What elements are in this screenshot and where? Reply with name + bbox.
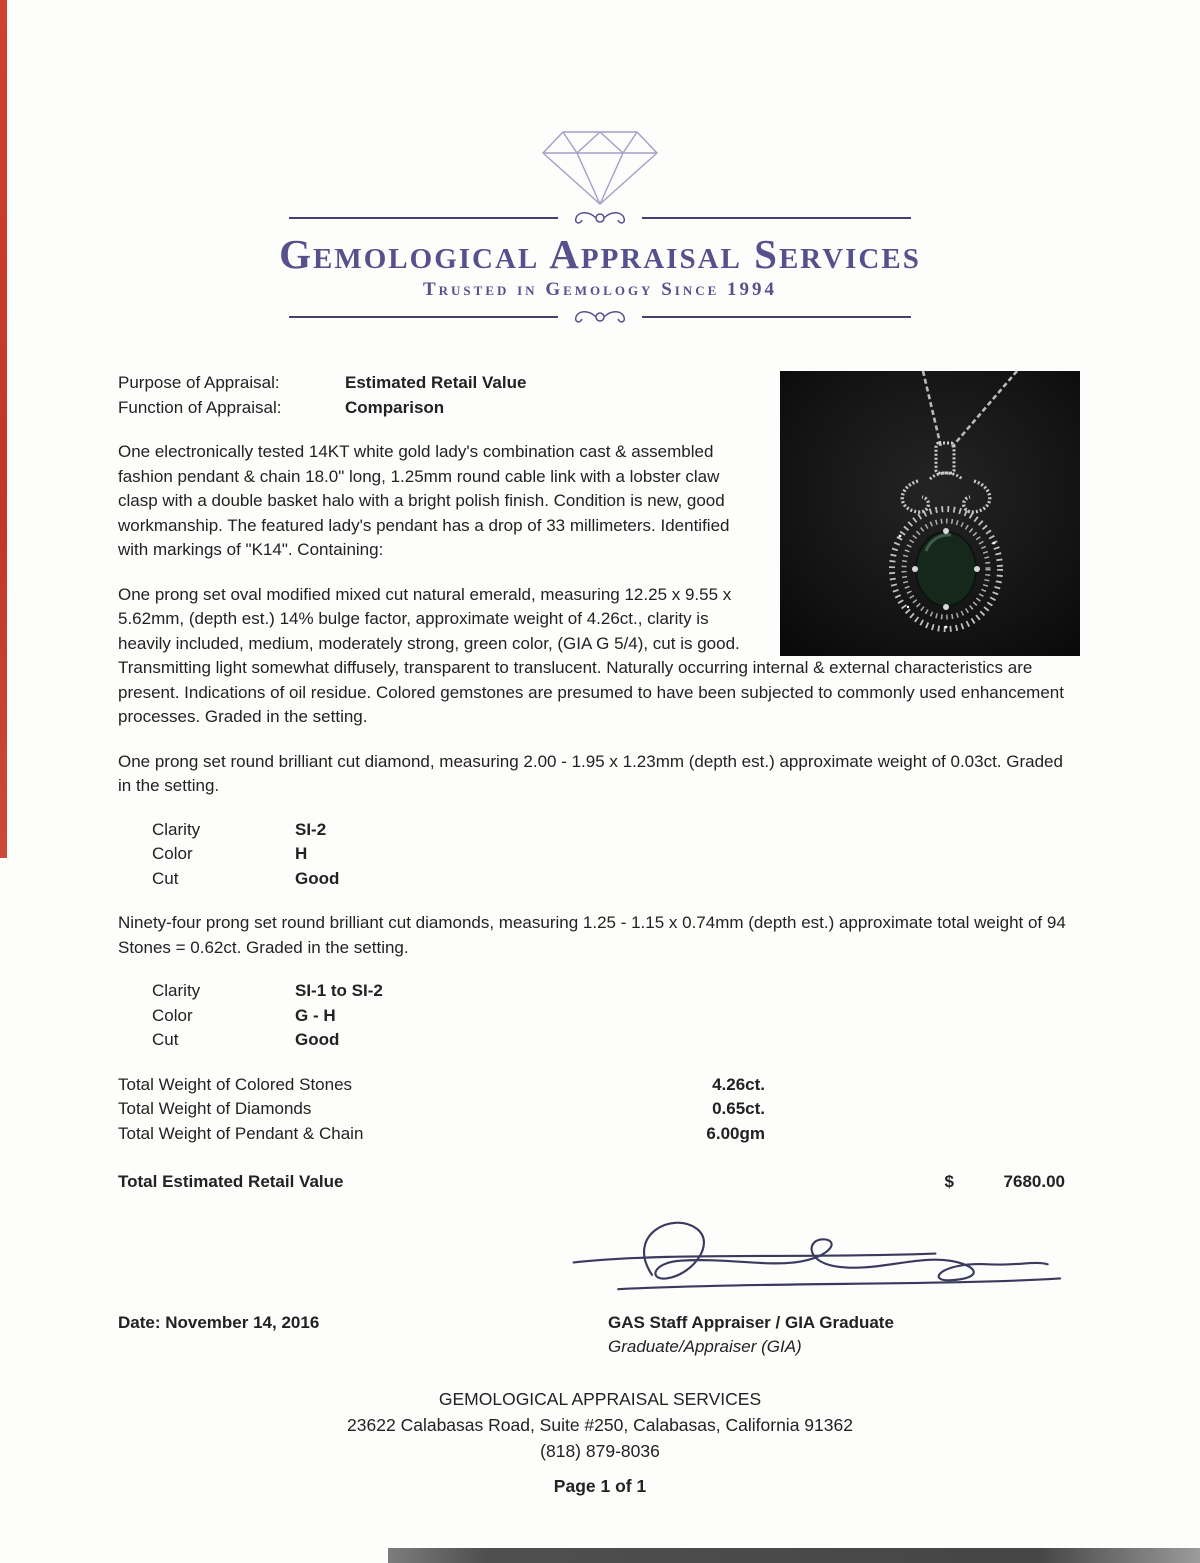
diamonds-grade-table bbox=[152, 979, 1080, 1053]
scroll-ornament-icon bbox=[568, 307, 632, 327]
appraisal-date: Date: November 14, 2016 bbox=[118, 1312, 320, 1332]
item-description: One electronically tested 14KT white gold lady's combination cast & assembled fashion pendant & chain 18.0" long, 1.25mm round cable link with a lobster claw clasp with a double basket halo with a bright polish finish. Condition is new, good workmanship. The featured lady's pendant has a drop of 33 millimeters. Identified with markings of "K14". Containing: bbox=[118, 442, 730, 560]
certificate-body bbox=[0, 327, 1200, 1360]
signature-caption-row bbox=[118, 1311, 1080, 1360]
grade-row bbox=[152, 979, 1080, 1004]
grade-row bbox=[152, 842, 1080, 867]
pendant-photo bbox=[780, 371, 1080, 656]
function-value: Comparison bbox=[345, 397, 445, 417]
grade-label: Cut bbox=[152, 868, 179, 888]
signature-scribble bbox=[536, 1209, 1096, 1307]
scan-artifact-left-strip bbox=[0, 0, 7, 858]
purpose-value: Estimated Retail Value bbox=[345, 373, 527, 393]
pendant-photo-image bbox=[780, 371, 1080, 656]
footer-phone: (818) 879-8036 bbox=[540, 1440, 660, 1461]
scroll-ornament-icon bbox=[568, 208, 632, 228]
grade-row bbox=[152, 1028, 1080, 1053]
diamonds-description: Ninety-four prong set round brilliant cut diamonds, measuring 1.25 - 1.15 x 0.74mm (depth est.) approximate total weight of 94 Stones = 0.62ct. Graded in the setting. bbox=[118, 913, 1066, 957]
footer-address: 23622 Calabasas Road, Suite #250, Calabasas, California 91362 bbox=[347, 1414, 853, 1435]
grand-total-amount: 7680.00 bbox=[1003, 1172, 1065, 1192]
function-label: Function of Appraisal: bbox=[118, 397, 282, 417]
divider-bottom bbox=[289, 307, 911, 327]
appraiser-title: GAS Staff Appraiser / GIA Graduate bbox=[608, 1312, 894, 1332]
company-tagline: Trusted in Gemology Since 1994 bbox=[422, 279, 778, 301]
grade-value: H bbox=[295, 844, 308, 864]
total-label: Total Weight of Pendant & Chain bbox=[118, 1123, 364, 1143]
grade-label: Cut bbox=[152, 1030, 179, 1050]
footer-company: GEMOLOGICAL APPRAISAL SERVICES bbox=[438, 1388, 762, 1409]
appraiser-signature bbox=[536, 1209, 1080, 1307]
grade-value: Good bbox=[295, 1030, 340, 1050]
diamond-logo-icon bbox=[515, 116, 685, 208]
grade-label: Clarity bbox=[152, 981, 201, 1001]
function-row bbox=[118, 396, 754, 421]
company-title: Gemological Appraisal Services bbox=[279, 231, 921, 277]
divider-line bbox=[289, 217, 558, 219]
grade-row bbox=[152, 818, 1080, 843]
total-row bbox=[118, 1073, 1080, 1098]
grade-row bbox=[152, 1004, 1080, 1029]
grade-value: SI-2 bbox=[295, 819, 327, 839]
total-row bbox=[118, 1097, 1080, 1122]
grand-total-label: Total Estimated Retail Value bbox=[118, 1172, 344, 1192]
grade-value: SI-1 to SI-2 bbox=[295, 981, 383, 1001]
weight-totals bbox=[118, 1073, 1080, 1147]
diamond-grade-table bbox=[152, 818, 1080, 892]
total-value: 0.65ct. bbox=[712, 1099, 765, 1119]
diamond-description: One prong set round brilliant cut diamond, measuring 2.00 - 1.95 x 1.23mm (depth est.) approximate weight of 0.03ct. Graded in the setting. bbox=[118, 751, 1063, 796]
emerald-description: One prong set oval modified mixed cut natural emerald, measuring 12.25 x 9.55 x 5.62mm, (depth est.) 14% bulge factor, approximate weight of 4.26ct., clarity is heavily included, medium, moderately strong, green color, (GIA G 5/4), cut is good. Transmitting light somewhat diffusely, transparent to translucent. Naturally occurring internal & external characteristics are present. Indications of oil residue. Colored gemstones are presumed to have been subjected to commonly used enhancement processes. Graded in the setting. bbox=[118, 584, 1064, 727]
appraiser-subtitle: Graduate/Appraiser (GIA) bbox=[608, 1337, 802, 1357]
divider-line bbox=[642, 316, 911, 318]
purpose-row bbox=[118, 371, 754, 396]
grade-value: Good bbox=[295, 868, 340, 888]
divider-line bbox=[642, 217, 911, 219]
total-value: 6.00gm bbox=[706, 1123, 765, 1143]
logo-header bbox=[0, 0, 1200, 327]
divider-top bbox=[289, 208, 911, 228]
page-number: Page 1 of 1 bbox=[553, 1475, 647, 1496]
grade-row bbox=[152, 867, 1080, 892]
certificate-footer bbox=[0, 1386, 1200, 1499]
divider-line bbox=[289, 316, 558, 318]
grade-label: Clarity bbox=[152, 819, 201, 839]
grade-label: Color bbox=[152, 1005, 193, 1025]
currency-symbol: $ bbox=[944, 1172, 954, 1192]
grade-label: Color bbox=[152, 844, 193, 864]
total-row bbox=[118, 1122, 1080, 1147]
purpose-label: Purpose of Appraisal: bbox=[118, 373, 280, 393]
appraiser-block bbox=[608, 1311, 894, 1360]
scan-artifact-bottom-strip bbox=[388, 1548, 1200, 1563]
total-label: Total Weight of Colored Stones bbox=[118, 1074, 353, 1094]
grade-value: G - H bbox=[295, 1005, 336, 1025]
total-label: Total Weight of Diamonds bbox=[118, 1099, 312, 1119]
total-estimated-retail-value-row bbox=[118, 1170, 1080, 1195]
total-value: 4.26ct. bbox=[712, 1074, 765, 1094]
